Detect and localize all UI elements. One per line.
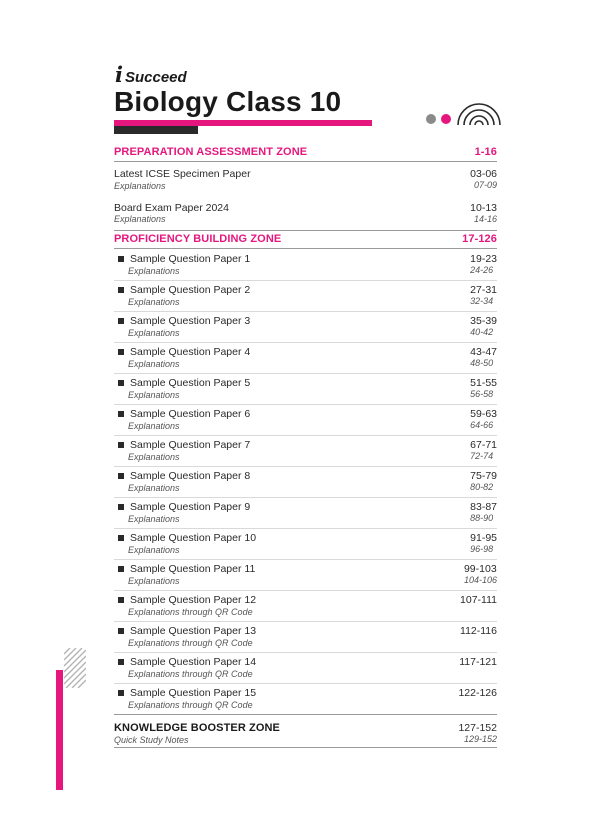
paper-pages: 27-31 [470, 284, 497, 296]
paper-title: Sample Question Paper 10 [130, 532, 257, 544]
paper-subtitle: Explanations [128, 390, 180, 400]
paper-pages: 107-111 [460, 594, 497, 606]
paper-pages: 83-87 [470, 501, 497, 513]
divider [114, 230, 497, 231]
papers-list [114, 253, 497, 715]
bullet-square-icon [118, 287, 124, 293]
bullet-square-icon [118, 566, 124, 572]
paper-title: Sample Question Paper 1 [130, 253, 251, 265]
paper-sub-pages: 48-50 [470, 358, 494, 368]
bullet-square-icon [118, 380, 124, 386]
grey-dot-icon [426, 114, 436, 124]
entry-title: Latest ICSE Specimen Paper [114, 168, 251, 180]
paper-entry [114, 563, 497, 591]
paper-sub-pages: 40-42 [470, 327, 494, 337]
paper-entry [114, 470, 497, 498]
bullet-square-icon [118, 690, 124, 696]
paper-title: Sample Question Paper 11 [130, 563, 256, 575]
zone-pages: 17-126 [462, 233, 497, 245]
bullet-square-icon [118, 349, 124, 355]
paper-sub-pages: 56-58 [470, 389, 494, 399]
entry-sub-pages: 07-09 [473, 180, 497, 190]
paper-sub-pages: 24-26 [470, 265, 494, 275]
paper-subtitle: Explanations [128, 266, 180, 276]
paper-sub-pages: 32-34 [470, 296, 494, 306]
paper-title: Sample Question Paper 6 [130, 408, 251, 420]
paper-subtitle: Explanations [128, 359, 180, 369]
zone-subtitle: Quick Study Notes [114, 735, 189, 745]
paper-title: Sample Question Paper 3 [130, 315, 251, 327]
paper-pages: 59-63 [470, 408, 497, 420]
paper-pages: 112-116 [460, 625, 497, 637]
paper-sub-pages: 80-82 [470, 482, 494, 492]
bullet-square-icon [118, 659, 124, 665]
paper-pages: 122-126 [458, 687, 497, 699]
entry-title: Board Exam Paper 2024 [114, 202, 229, 214]
paper-title: Sample Question Paper 7 [130, 439, 251, 451]
table-of-contents [114, 146, 497, 748]
paper-entry [114, 501, 497, 529]
paper-entry [114, 377, 497, 405]
pink-dot-icon [441, 114, 451, 124]
concentric-arcs-icon [454, 97, 504, 127]
zone-proficiency-heading [114, 233, 497, 245]
paper-sub-pages: 104-106 [463, 575, 497, 585]
paper-subtitle: Explanations [128, 297, 180, 307]
zone-label: PROFICIENCY BUILDING ZONE [114, 233, 282, 245]
paper-pages: 51-55 [470, 377, 497, 389]
paper-subtitle: Explanations [128, 421, 180, 431]
zone-label: KNOWLEDGE BOOSTER ZONE [114, 722, 280, 734]
prep-entry [114, 168, 497, 191]
prep-entry [114, 202, 497, 224]
side-accent-bar [56, 670, 63, 790]
paper-subtitle: Explanations [128, 483, 180, 493]
paper-subtitle: Explanations through QR Code [128, 669, 253, 679]
bullet-square-icon [118, 473, 124, 479]
paper-entry [114, 625, 497, 653]
paper-title: Sample Question Paper 13 [130, 625, 257, 637]
zone-pages: 127-152 [458, 722, 497, 734]
zone-pages: 1-16 [474, 146, 497, 158]
paper-title: Sample Question Paper 5 [130, 377, 251, 389]
paper-entry [114, 594, 497, 622]
bullet-square-icon [118, 442, 124, 448]
paper-entry [114, 408, 497, 436]
paper-entry [114, 439, 497, 467]
paper-title: Sample Question Paper 12 [130, 594, 257, 606]
paper-entry [114, 656, 497, 684]
paper-title: Sample Question Paper 15 [130, 687, 257, 699]
paper-subtitle: Explanations through QR Code [128, 700, 253, 710]
paper-entry [114, 687, 497, 715]
zone-label: PREPARATION ASSESSMENT ZONE [114, 146, 308, 158]
paper-pages: 67-71 [470, 439, 497, 451]
paper-title: Sample Question Paper 2 [130, 284, 251, 296]
paper-subtitle: Explanations through QR Code [128, 607, 253, 617]
divider [114, 747, 497, 748]
bullet-square-icon [118, 597, 124, 603]
paper-entry [114, 315, 497, 343]
paper-title: Sample Question Paper 14 [130, 656, 257, 668]
entry-pages: 03-06 [470, 168, 497, 180]
bullet-square-icon [118, 318, 124, 324]
entry-subtitle: Explanations [114, 214, 166, 224]
paper-pages: 19-23 [470, 253, 497, 265]
paper-title: Sample Question Paper 9 [130, 501, 251, 513]
bullet-square-icon [118, 628, 124, 634]
paper-pages: 43-47 [470, 346, 497, 358]
paper-pages: 99-103 [463, 563, 497, 575]
paper-subtitle: Explanations [128, 328, 180, 338]
title-underline-dark [114, 126, 198, 134]
paper-subtitle: Explanations [128, 514, 180, 524]
paper-title: Sample Question Paper 8 [130, 470, 251, 482]
paper-subtitle: Explanations [128, 576, 180, 586]
bullet-square-icon [118, 535, 124, 541]
paper-title: Sample Question Paper 4 [130, 346, 251, 358]
zone-knowledge-heading [114, 722, 497, 745]
paper-sub-pages: 64-66 [470, 420, 494, 430]
bullet-square-icon [118, 411, 124, 417]
divider [114, 161, 497, 162]
paper-subtitle: Explanations [128, 452, 180, 462]
paper-sub-pages: 72-74 [470, 451, 494, 461]
paper-pages: 35-39 [470, 315, 497, 327]
paper-subtitle: Explanations through QR Code [128, 638, 253, 648]
hatch-pattern-icon [64, 648, 86, 688]
paper-pages: 75-79 [470, 470, 497, 482]
paper-sub-pages: 96-98 [470, 544, 494, 554]
page-title: Biology Class 10 [114, 86, 342, 117]
zone-sub-pages: 129-152 [463, 734, 497, 744]
paper-subtitle: Explanations [128, 545, 180, 555]
paper-pages: 117-121 [459, 656, 497, 668]
brand-logo [115, 62, 187, 87]
bullet-square-icon [118, 256, 124, 262]
paper-sub-pages: 88-90 [470, 513, 494, 523]
brand-logo-i: i [115, 62, 123, 87]
paper-entry [114, 284, 497, 312]
brand-logo-text: Succeed [124, 69, 187, 86]
zone-preparation-heading [114, 146, 497, 158]
entry-subtitle: Explanations [114, 181, 166, 191]
entry-sub-pages: 14-16 [473, 214, 497, 224]
paper-entry [114, 532, 497, 560]
paper-pages: 91-95 [470, 532, 497, 544]
paper-entry [114, 253, 497, 281]
paper-entry [114, 346, 497, 374]
divider [114, 248, 497, 249]
entry-pages: 10-13 [470, 202, 497, 214]
bullet-square-icon [118, 504, 124, 510]
